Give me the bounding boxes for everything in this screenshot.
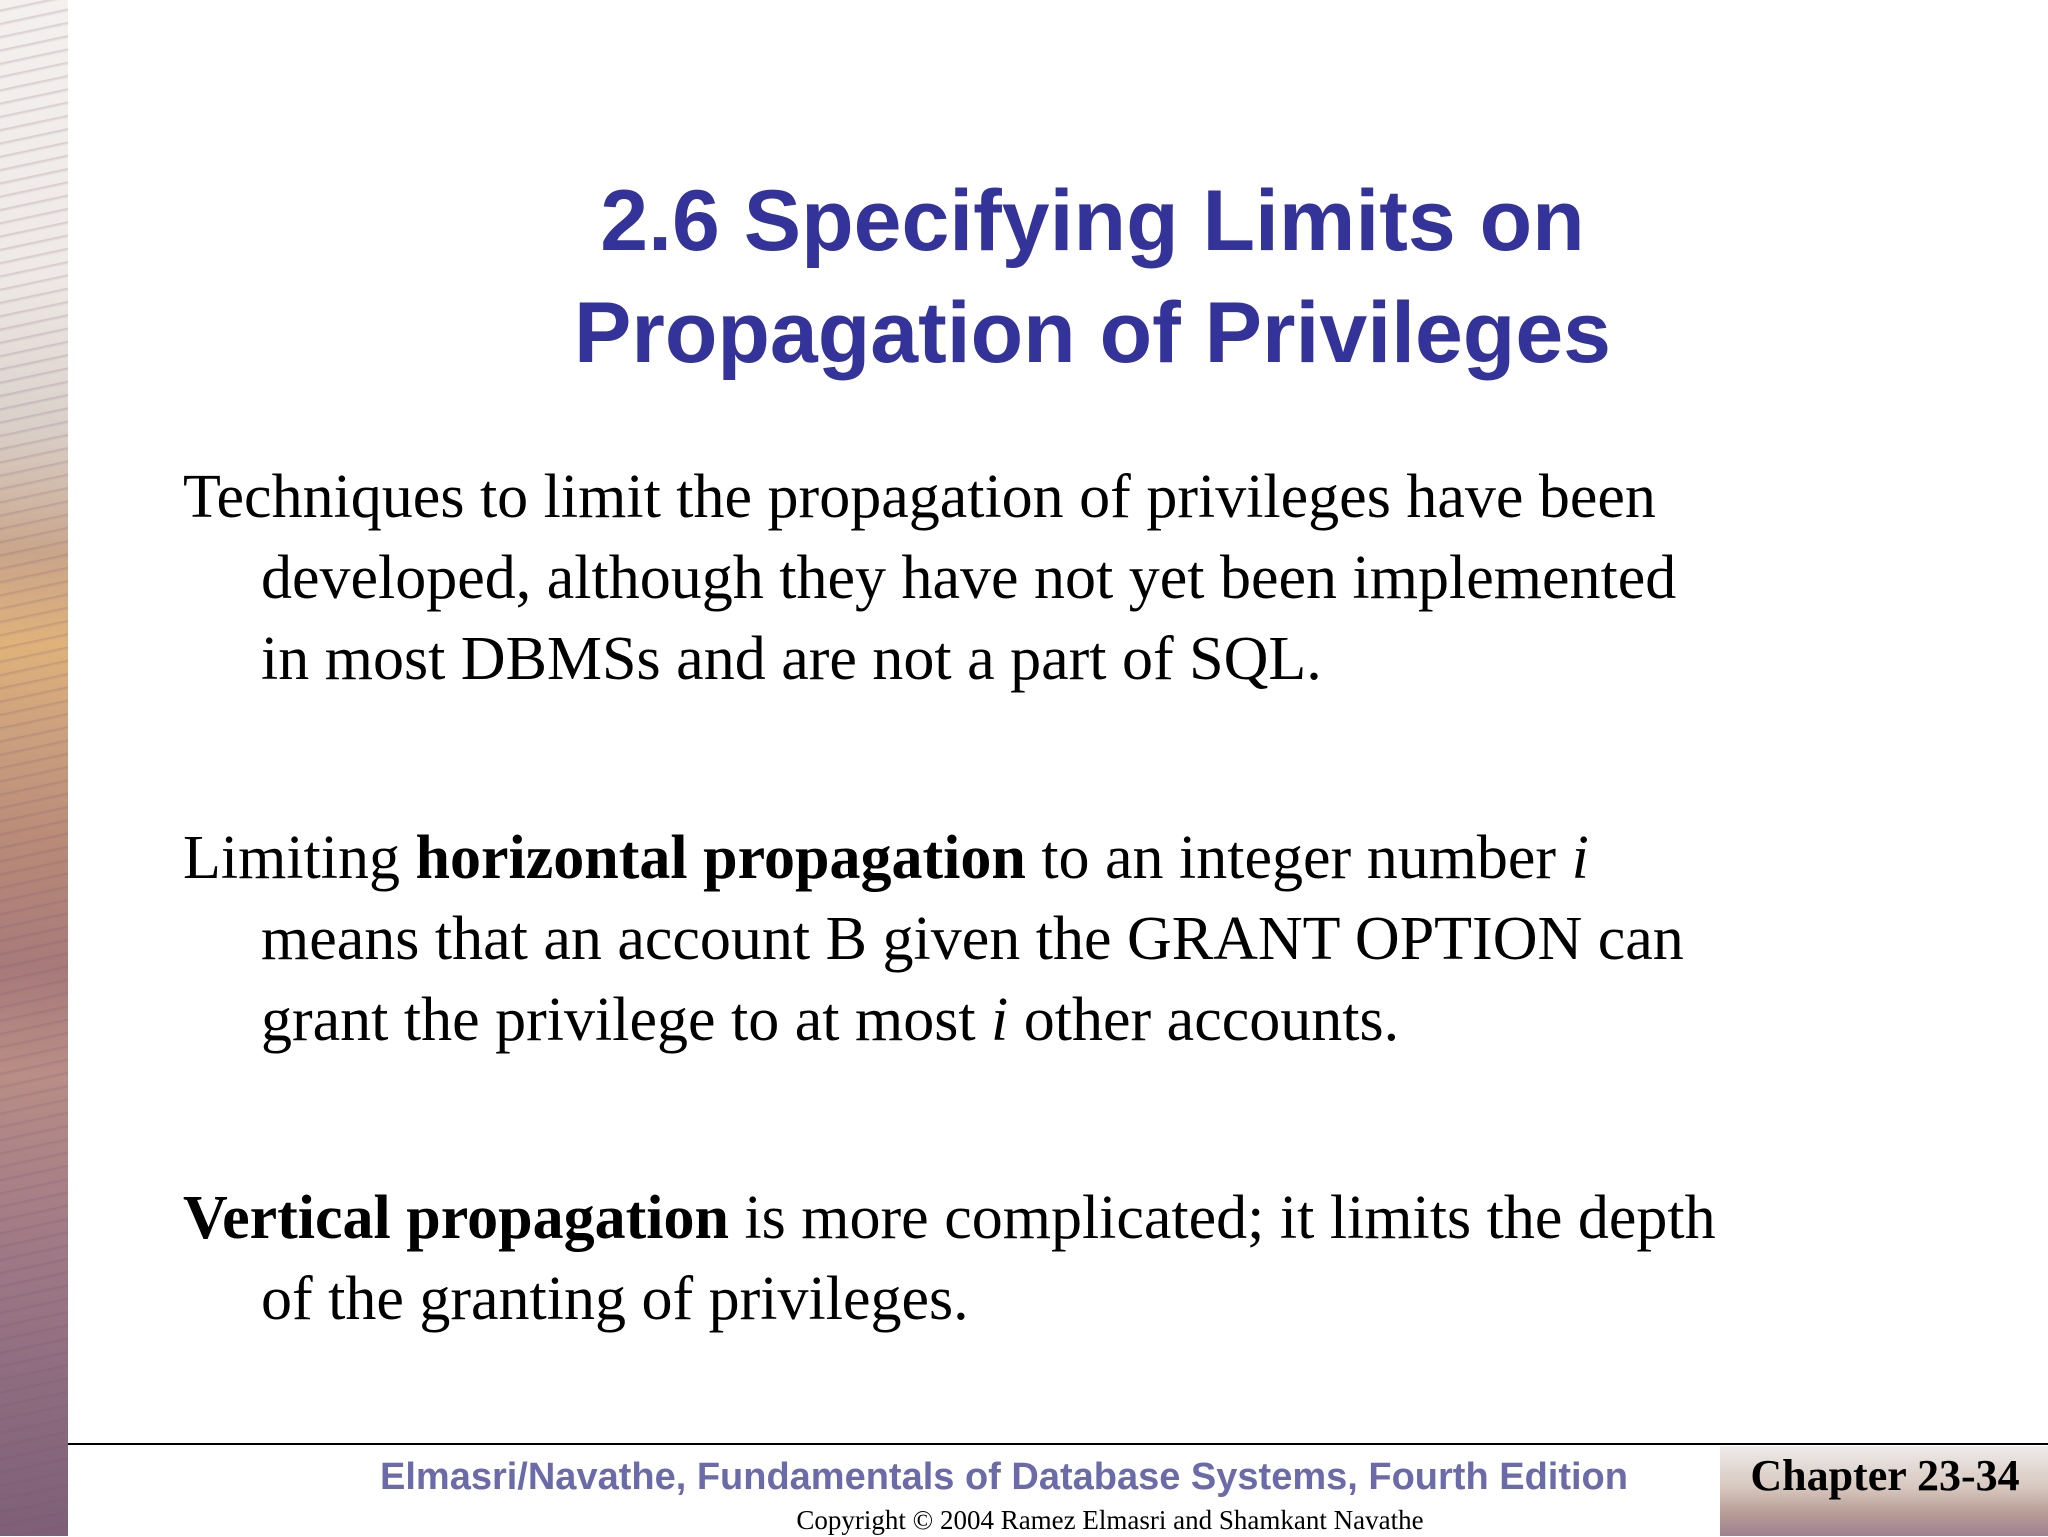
variable-i: i — [991, 986, 1009, 1054]
decorative-desert-strip — [0, 0, 68, 1536]
paragraph-line — [183, 980, 1903, 1061]
bold-term-vertical-propagation: Vertical propagation — [183, 1184, 729, 1252]
text-run: to an integer number — [1025, 824, 1572, 892]
slide-title-line-2: Propagation of Privileges — [574, 285, 1611, 381]
paragraph-line: Techniques to limit the propagation of privileges have been — [183, 463, 1656, 531]
text-run: is more complicated; it limits the depth — [728, 1184, 1716, 1252]
footer-divider — [68, 1443, 2048, 1445]
paragraph-horizontal-propagation — [183, 818, 1903, 1061]
paragraph-vertical-propagation — [183, 1178, 1903, 1340]
paragraph-line: means that an account B given the GRANT OPTION can — [261, 905, 1684, 973]
slide-title — [400, 165, 1785, 389]
chapter-page-label: Chapter 23-34 — [1750, 1451, 2020, 1500]
bold-term-horizontal-propagation: horizontal propagation — [415, 824, 1026, 892]
paragraph-line: developed, although they have not yet been implemented — [261, 544, 1677, 612]
paragraph-techniques — [183, 457, 1903, 700]
text-run: Limiting — [183, 824, 416, 892]
text-run: other accounts. — [1008, 986, 1400, 1054]
footer-book-title: Elmasri/Navathe, Fundamentals of Database Systems, Fourth Edition — [380, 1456, 1628, 1498]
paragraph-line — [183, 1178, 1903, 1259]
slide-title-line-1: 2.6 Specifying Limits on — [600, 173, 1585, 269]
paragraph-line — [183, 818, 1903, 899]
copyright-notice: Copyright © 2004 Ramez Elmasri and Shamkant Navathe — [796, 1505, 1424, 1535]
variable-i: i — [1571, 824, 1589, 892]
paragraph-line: in most DBMSs and are not a part of SQL. — [261, 625, 1322, 693]
text-run: grant the privilege to at most — [261, 986, 992, 1054]
paragraph-line: of the granting of privileges. — [261, 1265, 969, 1333]
